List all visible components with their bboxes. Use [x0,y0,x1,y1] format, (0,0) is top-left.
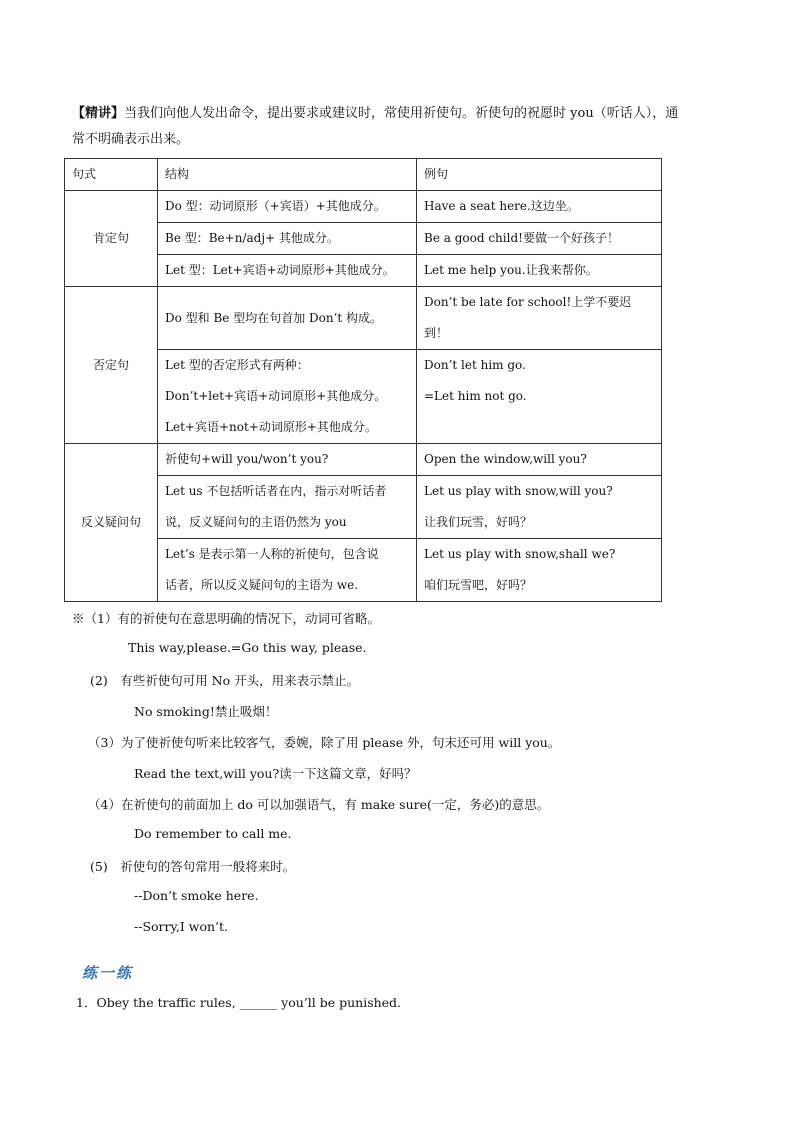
table-row [65,444,662,476]
table-header-row [65,159,662,191]
intro-line1: 当我们向他人发出命令，提出要求或建议时，常使用祈使句。祈使句的祝愿时 you（听话人），通 [124,106,679,121]
structure-line: Let+宾语+not+动词原形+其他成分。 [165,420,377,434]
negative-label: 否定句 [65,287,158,444]
note-example: Do remember to call me. [134,826,292,841]
question-1: 1．Obey the traffic rules, ______ you’ll be punished. [76,995,402,1010]
structure-cell: Do 型和 Be 型均在句首加 Don’t 构成。 [158,287,417,350]
structure-cell: Let 型：Let+宾语+动词原形+其他成分。 [158,255,417,287]
intro-line2: 常不明确表示出来。 [72,132,190,147]
example-cell [417,350,662,444]
structure-cell [158,539,417,602]
tag-question-label: 反义疑问句 [65,444,158,602]
grammar-table [64,158,662,602]
structure-cell: Be 型：Be+n/adj+ 其他成分。 [158,223,417,255]
affirmative-label: 肯定句 [65,191,158,287]
structure-line: 说，反义疑问句的主语仍然为 you [165,515,347,529]
practice-title: 练一练 [82,964,134,982]
structure-cell: Do 型：动词原形（+宾语）+其他成分。 [158,191,417,223]
example-line: Let us play with snow,will you? [424,484,613,498]
example-cell: Be a good child!要做一个好孩子！ [417,223,662,255]
note-example: No smoking!禁止吸烟！ [134,704,278,719]
header-example: 例句 [417,159,662,191]
note-line: （4）在祈使句的前面加上 do 可以加强语气，有 make sure(一定，务必)的意思。 [88,797,550,812]
example-cell [417,476,662,539]
structure-line: Let us 不包括听话者在内，指示对听话者 [165,484,387,498]
note-example: Read the text,will you?读一下这篇文章，好吗？ [134,766,417,781]
note-example: --Don’t smoke here. [134,888,259,903]
example-cell: Have a seat here.这边坐。 [417,191,662,223]
table-row [65,191,662,223]
note-example: This way,please.=Go this way, please. [128,640,367,655]
note-example: --Sorry,I won’t. [134,919,229,934]
example-cell [417,539,662,602]
header-structure: 结构 [158,159,417,191]
header-sentence-type: 句式 [65,159,158,191]
example-line: 咱们玩雪吧，好吗？ [424,578,533,592]
example-cell: Don’t be late for school!上学不要迟到！ [417,287,662,350]
structure-line: 话者，所以反义疑问句的主语为 we. [165,578,359,592]
note-line: (2) 有些祈使句可用 No 开头，用来表示禁止。 [90,673,360,688]
structure-line: Let’s 是表示第一人称的祈使句，包含说 [165,547,379,561]
table-row [65,287,662,350]
structure-cell: 祈使句+will you/won’t you? [158,444,417,476]
structure-cell [158,350,417,444]
example-line: 让我们玩雪，好吗？ [424,515,533,529]
note-line: ※（1）有的祈使句在意思明确的情况下，动词可省略。 [72,611,380,626]
example-line: Let us play with snow,shall we? [424,547,616,561]
intro-paragraph [72,101,732,153]
example-line: Don’t let him go. [424,358,526,372]
example-cell: Let me help you.让我来帮你。 [417,255,662,287]
intro-tag: 【精讲】 [72,106,125,121]
structure-cell [158,476,417,539]
note-line: （3）为了使祈使句听来比较客气，委婉，除了用 please 外，句末还可用 will you。 [88,735,561,750]
structure-line: Let 型的否定形式有两种： [165,358,309,372]
example-cell: Open the window,will you? [417,444,662,476]
note-line: (5) 祈使句的答句常用一般将来时。 [90,859,296,874]
structure-line: Don’t+let+宾语+动词原形+其他成分。 [165,389,387,403]
example-line: =Let him not go. [424,389,527,403]
